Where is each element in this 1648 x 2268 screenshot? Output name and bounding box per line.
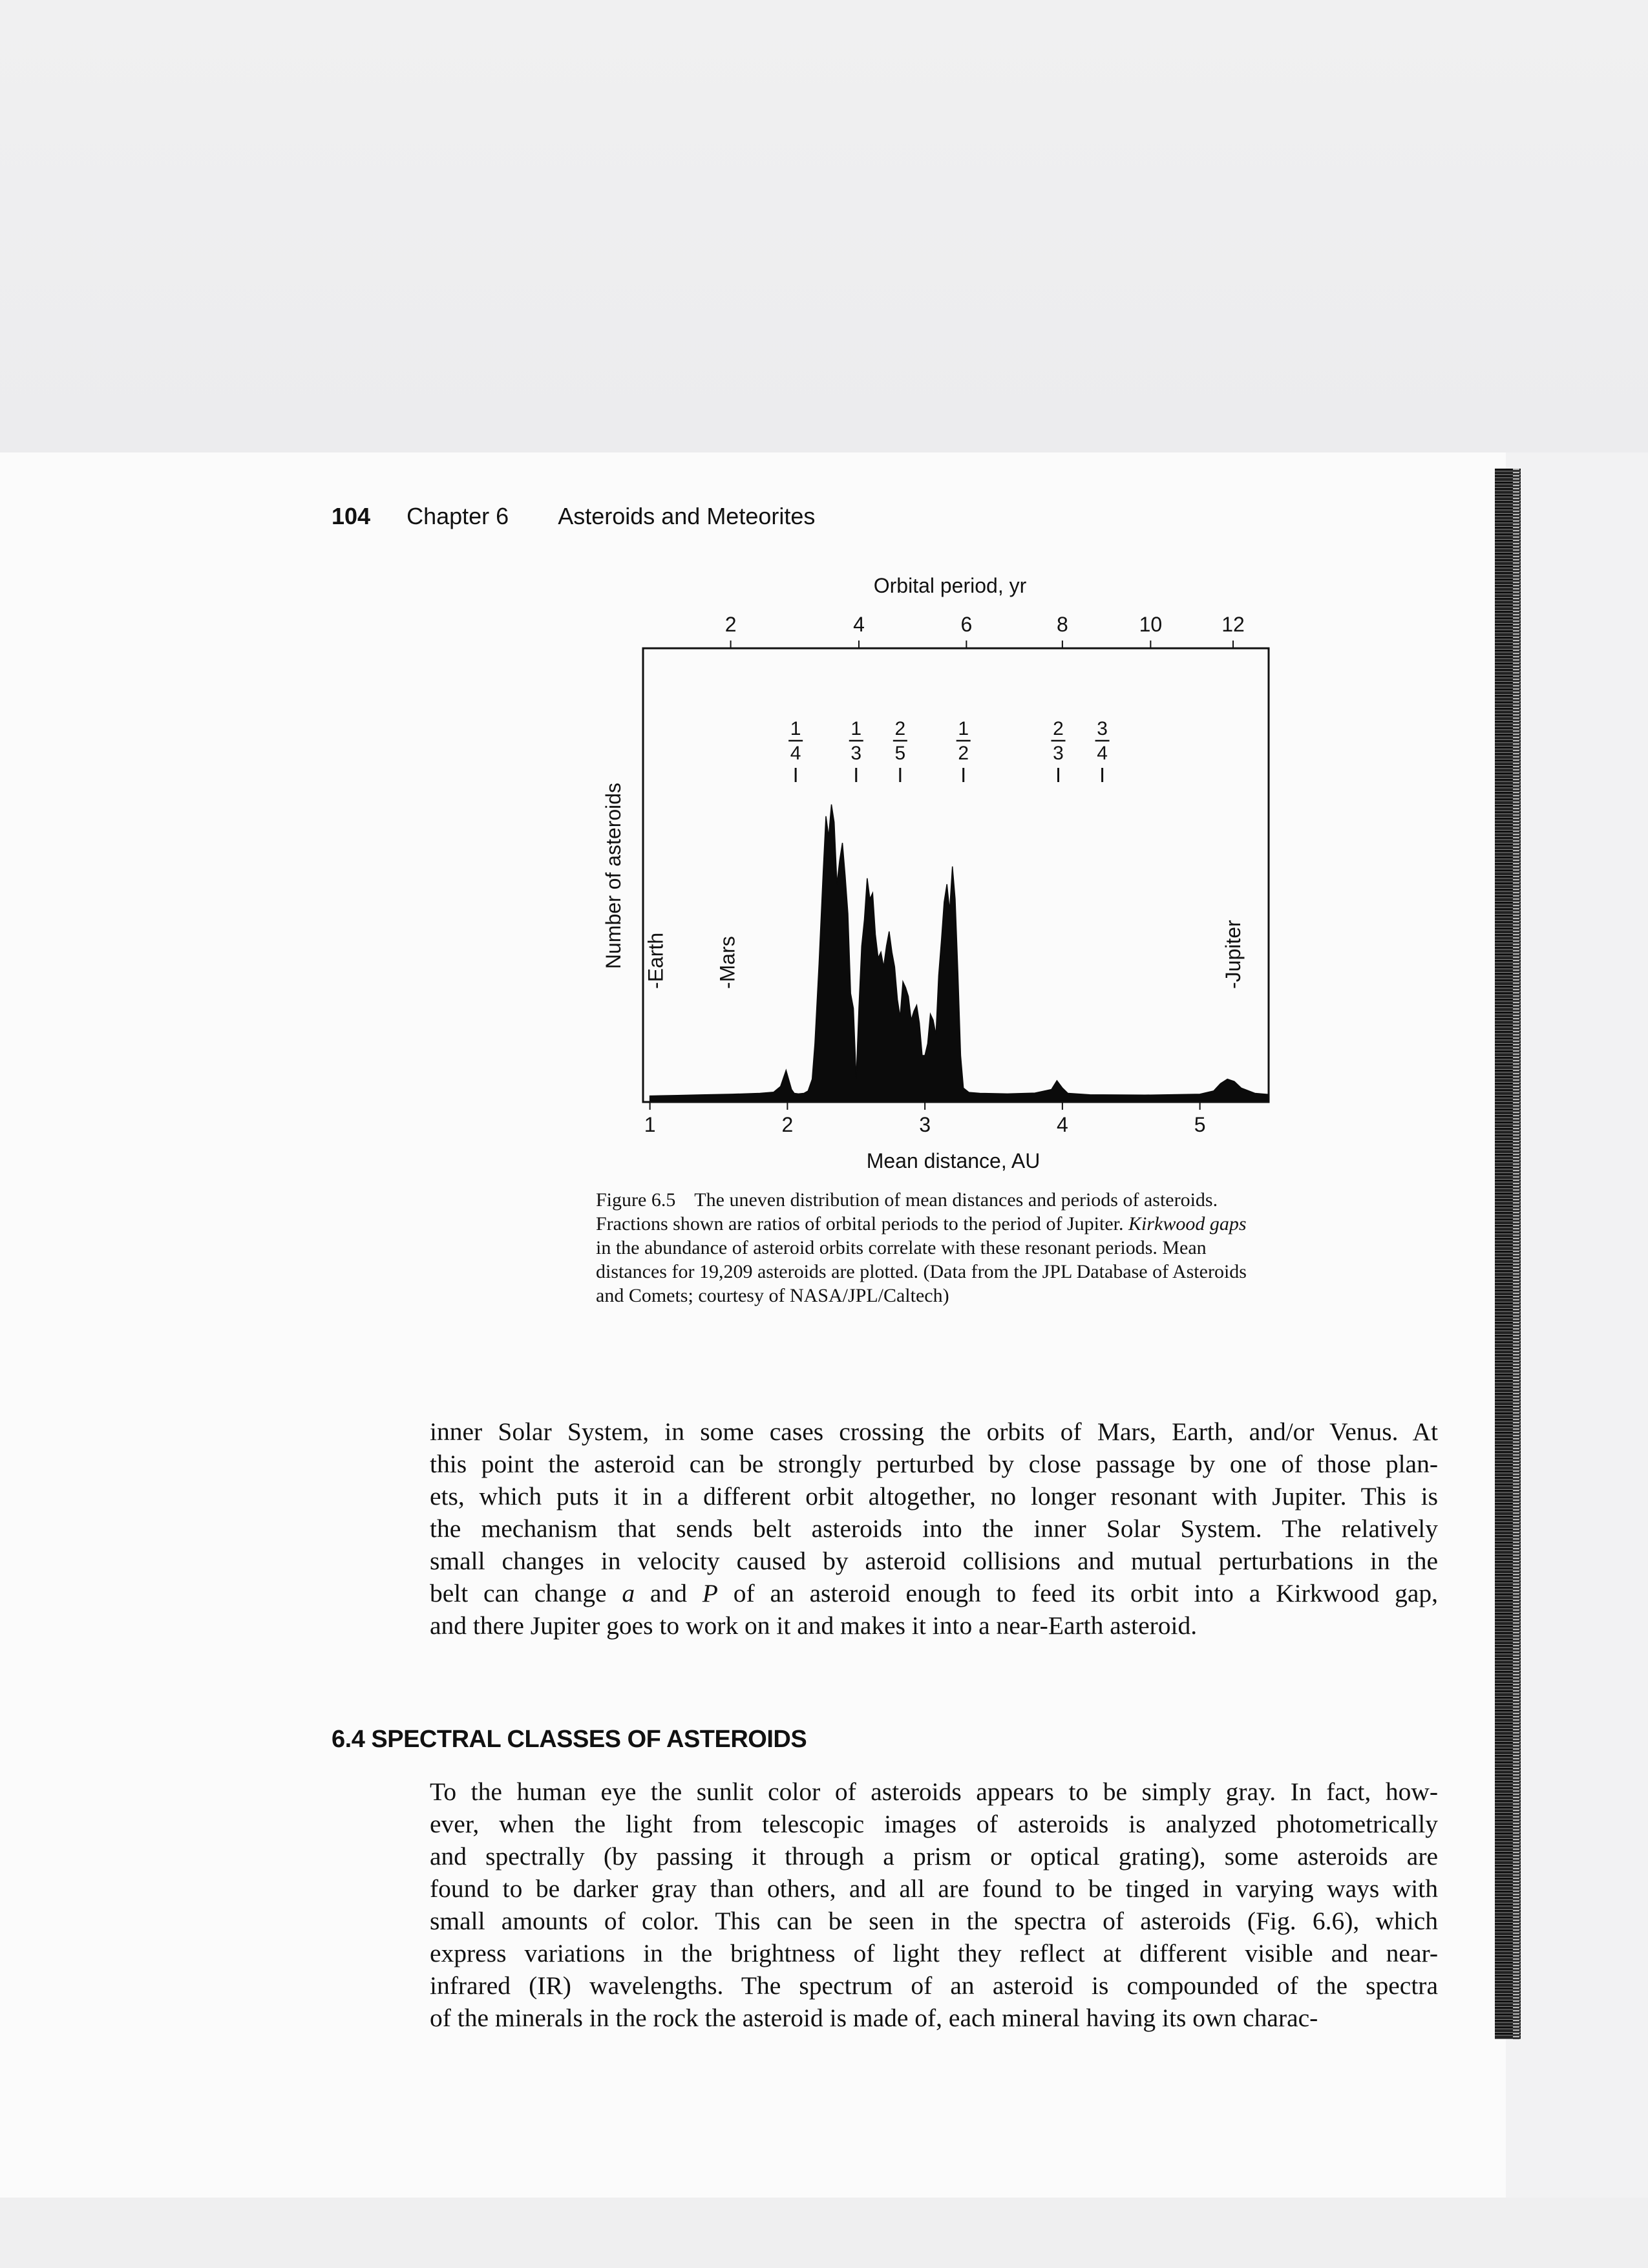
y-axis-label: Number of asteroids (602, 782, 625, 970)
text-line: and there Jupiter goes to work on it and makes it into a near-Earth asteroid. (430, 1611, 1198, 1640)
text-line: of the minerals in the rock the asteroid is made of, each mineral having its own charac- (430, 2004, 1318, 2032)
top-axis-label: Orbital period, yr (873, 574, 1027, 597)
text-line: To the human eye the sunlit color of asteroids appears to be simply gray. In fact, how- (430, 1777, 1438, 1806)
x2-tick-label: 2 (724, 613, 737, 636)
resonance-denominator: 4 (790, 743, 801, 764)
resonance-denominator: 3 (1053, 743, 1064, 764)
resonance-numerator: 1 (958, 718, 969, 739)
x2-tick-label: 10 (1139, 613, 1163, 636)
text-line: and spectrally (by passing it through a prism or optical grating), some asteroids are (430, 1842, 1438, 1871)
resonance-denominator: 5 (894, 743, 906, 764)
page-number: 104 (332, 503, 371, 529)
text-line: found to be darker gray than others, and all are found to be tinged in varying ways with (430, 1874, 1438, 1903)
x2-tick-label: 8 (1056, 613, 1068, 636)
x2-tick-label: 12 (1221, 613, 1245, 636)
paragraph-spectral (430, 1775, 1438, 2034)
caption-text-2: in the abundance of asteroid orbits correlate with these resonant periods. Mean distances for 19,209 asteroids are plotted. (Data from the JPL Database of Asteroids and Comets; courtesy of NASA/JPL/Caltech) (596, 1237, 1247, 1306)
text-line: this point the asteroid can be strongly perturbed by close passage by one of those plan- (430, 1450, 1438, 1478)
chapter-label: Chapter 6 (407, 503, 509, 529)
planet-label: -Mars (715, 936, 739, 989)
top-axis-ticks (725, 613, 1245, 648)
text-line: express variations in the brightness of light they reflect at different visible and near- (430, 1939, 1438, 1967)
planet-label: -Earth (644, 932, 668, 989)
resonance-markers (788, 718, 1109, 782)
resonance-numerator: 1 (790, 718, 801, 739)
text-line: infrared (IR) wavelengths. The spectrum of an asteroid is compounded of the spectra (430, 1971, 1438, 2000)
resonance-denominator: 4 (1097, 743, 1108, 764)
chapter-title: Asteroids and Meteorites (558, 503, 816, 529)
bottom-axis-label: Mean distance, AU (866, 1149, 1041, 1172)
resonance-denominator: 2 (958, 743, 969, 764)
text-line: small amounts of color. This can be seen in the spectra of asteroids (Fig. 6.6), which (430, 1907, 1438, 1935)
caption-text-1: The uneven distribution of mean distances and periods of asteroids. Fractions shown are ratios of orbital periods to the period of Jupiter. (596, 1189, 1218, 1235)
caption-italic-term: Kirkwood gaps (1128, 1213, 1247, 1235)
resonance-denominator: 3 (850, 743, 862, 764)
text-line: small changes in velocity caused by asteroid collisions and mutual perturbations in the (430, 1547, 1438, 1575)
figure-caption (596, 1188, 1262, 1308)
resonance-numerator: 1 (850, 718, 862, 739)
text-line: inner Solar System, in some cases crossing the orbits of Mars, Earth, and/or Venus. At (430, 1417, 1438, 1446)
resonance-numerator: 2 (894, 718, 906, 739)
x2-tick-label: 6 (960, 613, 973, 636)
resonance-numerator: 2 (1053, 718, 1064, 739)
bottom-axis-ticks (644, 1102, 1206, 1136)
text-line: the mechanism that sends belt asteroids into the inner Solar System. The relatively (430, 1514, 1438, 1543)
histogram-area (650, 805, 1269, 1101)
x-tick-label: 1 (644, 1113, 656, 1136)
planet-label: -Jupiter (1221, 920, 1245, 989)
text-line: belt can change a and P of an asteroid enough to feed its orbit into a Kirkwood gap, (430, 1579, 1438, 1607)
section-heading: 6.4 SPECTRAL CLASSES OF ASTEROIDS (332, 1726, 807, 1753)
x-tick-label: 3 (919, 1113, 931, 1136)
caption-number: Figure 6.5 (596, 1189, 676, 1211)
x-tick-label: 4 (1056, 1113, 1068, 1136)
scan-background-bottom (0, 2198, 1648, 2268)
x2-tick-label: 4 (853, 613, 865, 636)
resonance-numerator: 3 (1097, 718, 1108, 739)
paragraph-kirkwood (430, 1415, 1438, 1642)
x-tick-label: 5 (1194, 1113, 1206, 1136)
x-tick-label: 2 (781, 1113, 794, 1136)
text-line: ever, when the light from telescopic images of asteroids is analyzed photometrically (430, 1810, 1438, 1838)
text-line: ets, which puts it in a different orbit altogether, no longer resonant with Jupiter. This is (430, 1482, 1438, 1510)
